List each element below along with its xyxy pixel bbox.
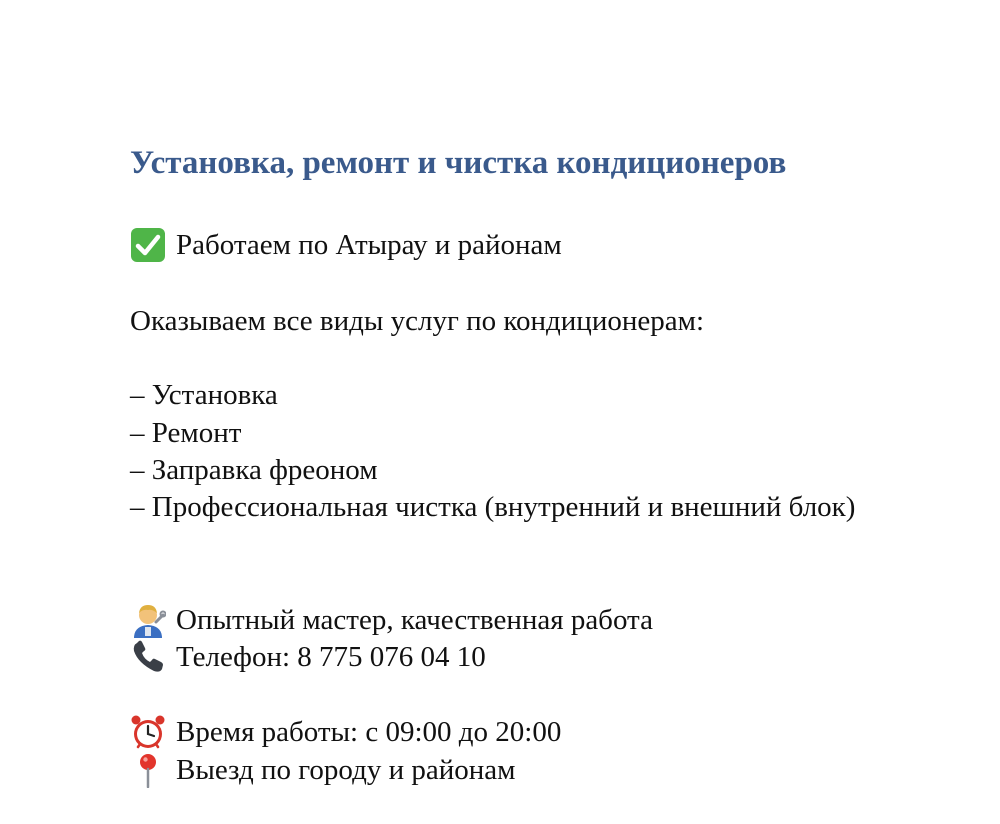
- service-item: – Ремонт: [130, 417, 242, 449]
- service-item: – Установка: [130, 379, 278, 411]
- ad-title: Установка, ремонт и чистка кондиционеров: [130, 145, 787, 181]
- service-item: – Профессиональная чистка (внутренний и внешний блок): [130, 491, 856, 523]
- phone-receiver-icon: [130, 639, 166, 671]
- phone-text: Телефон: 8 775 076 04 10: [176, 641, 486, 673]
- round-pushpin-icon: [130, 752, 166, 784]
- area-line: [130, 226, 562, 264]
- hours-line: [130, 713, 561, 751]
- hours-text: Время работы: с 09:00 до 20:00: [176, 716, 562, 748]
- master-text: Опытный мастер, качественная работа: [176, 604, 653, 636]
- alarm-clock-icon: [130, 714, 166, 746]
- area-text: Работаем по Атырау и районам: [176, 229, 562, 261]
- service-item: – Заправка фреоном: [130, 454, 378, 486]
- phone-line: [130, 638, 486, 676]
- mechanic-icon: [130, 602, 166, 634]
- master-line: [130, 601, 653, 639]
- visit-line: [130, 751, 516, 789]
- visit-text: Выезд по городу и районам: [176, 754, 516, 786]
- intro-line: Оказываем все виды услуг по кондиционерам:: [130, 305, 705, 337]
- check-mark-icon: [130, 227, 166, 259]
